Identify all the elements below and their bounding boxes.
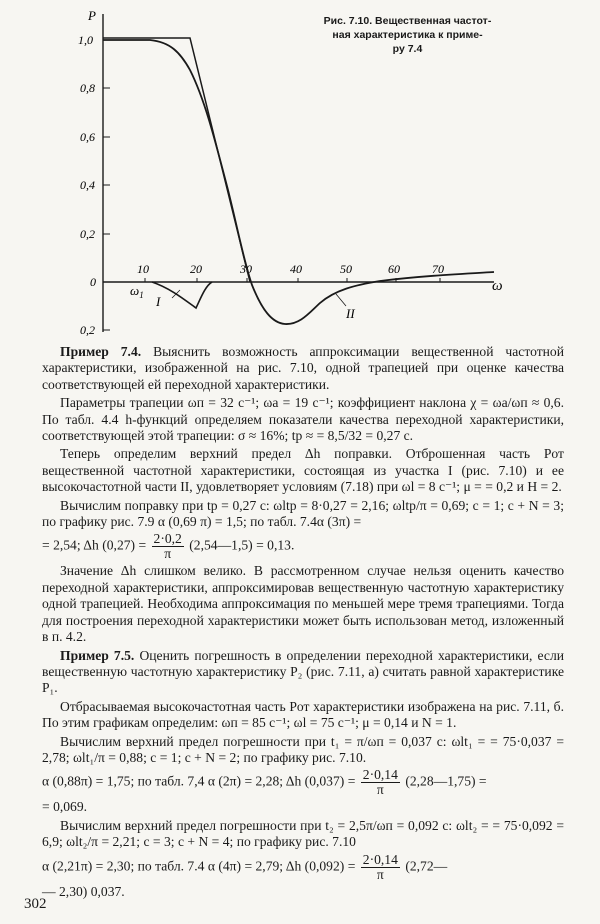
trapezoid-approximation [103,38,250,282]
paragraph: Отбрасываемая высокочастотная часть Pот характеристики изображена на рис. 7.11, б. По этим графикам определим: ωп = 85 с⁻¹; ωl = 75 с⁻¹; μ = 0,14 и N = 1. [42,698,564,731]
y-axis-label: P [88,8,96,23]
fraction: $\frac{2\cdot 0,14}{\pi}$ [362,767,398,798]
y-tick-label: 0,4 [80,178,95,192]
figure-caption [300,14,515,56]
x-tick-label: 50 [340,262,352,276]
body-text [42,344,564,902]
x-tick-label: 30 [240,262,252,276]
paragraph: Вычислим верхний предел погрешности при t₁ = π/ωп = 0,037 с: ωlt₁ = = 75·0,037 = 2,78; ωlt₁/π = 0,88; c = 1; c + N = 2; по графику рис. 7.10. [42,733,564,765]
caption-line: Рис. 7.10. Вещественная частот- [323,15,492,27]
y-tick-label: 0 [90,275,96,289]
equation-line: = 0,069. [42,799,88,815]
y-tick-label: 1,0 [78,33,93,47]
y-tick-label: 0,6 [80,130,95,144]
y-ticks [78,33,110,337]
caption-line: ру 7.4 [392,43,423,55]
x-tick-label: 70 [432,262,444,276]
x-tick-label: 60 [388,262,400,276]
equation-line: α (2,21π) = 2,30; по табл. 7.4 α (4π) = 2,79; Δh (0,092) = $\frac{2\cdot 0,14}{\pi}$ (2,72— [42,851,448,882]
x-tick-label: 10 [137,262,149,276]
fraction: $\frac{2\cdot 0,2}{\pi}$ [153,531,182,562]
paragraph: Вычислим поправку при tр = 0,27 с: ωltр = 8·0,27 = 2,16; ωltр/π = 0,69; c = 1; c + N = 3; по графику рис. 7.9 α (0,69 π) = 1,5; по табл. 7.4α (3π) = [42,497,564,530]
fraction: $\frac{2\cdot 0,14}{\pi}$ [362,851,398,882]
paragraph: Параметры трапеции ωп = 32 с⁻¹; ωа = 19 с⁻¹; коэффициент наклона χ = ωа/ωп ≈ 0,6. По табл. 4.4 h-функций определяем показатели качества переходной характеристики, соответствующей этой трапеции: σ ≈ 16%; tр ≈ = 8,5/32 = 0,27 с. [42,395,564,444]
curve-label-i: I [156,294,161,309]
paragraph: Теперь определим верхний предел Δh поправки. Отброшенная часть Pот вещественной частотной характеристики, состоящая из участка I (рис. 7.10) и ее высокочастотной части II, удовлетворяет условиям (7.18) при ωl = 8 с⁻¹; μ = = 0,2 и H = 2. [42,446,564,495]
example-label: Пример 7.4. [60,344,142,359]
example-label: Пример 7.5. [60,647,135,663]
omega-1-label: $\omega_1$ [130,283,144,300]
equation-line: — 2,30) 0,037. [42,883,125,899]
x-axis-label: ω [492,278,503,294]
y-tick-label: 0,2 [80,227,95,241]
paragraph: Пример 7.5. Оценить погрешность в определении переходной характеристики, если вещественную частотную характеристику P₂ (рис. 7.11, а) считать равной характеристике P₁. [42,647,564,696]
equation-line: = 2,54; Δh (0,27) = $\frac{2\cdot 0,2}{\pi}$ (2,54—1,5) = 0,13. [42,531,295,562]
paragraph: Пример 7.4. Выяснить возможность аппроксимации вещественной частотной характеристики, изображенной на рис. 7.10, одной трапецией при оценке качества соответствующей ей переходной характеристики. [42,344,564,392]
x-tick-label: 20 [190,262,202,276]
y-tick-label: 0,8 [80,81,95,95]
y-tick-label: 0,2 [80,323,95,337]
paragraph: Значение Δh слишком велико. В рассмотренном случае нельзя оценить качество переходной характеристики, аппроксимировав вещественную частотную характеристику одной трапецией. Необходима аппроксимация по меньшей мере тремя трапециями. Тогда для построения переходной характеристики может быть использован метод, изложенный в п. 4.2. [42,563,564,645]
x-tick-label: 40 [290,262,302,276]
curve-label-ii: II [346,306,355,321]
equation-line: α (0,88π) = 1,75; по табл. 7,4 α (2π) = 2,28; Δh (0,037) = $\frac{2\cdot 0,14}{\pi}$ (2,28—1,75) = [42,767,487,798]
paragraph: Вычислим верхний предел погрешности при t₂ = 2,5π/ωп = 0,092 с: ωlt₂ = = 75·0,092 = 6,9; ωlt₂/π = 2,21; c = 3; c + N = 4; по графику рис. 7.10 [42,817,564,850]
page-number: 302 [24,896,47,912]
region-i-curve [152,282,212,308]
caption-line: ная характеристика к приме- [332,29,483,41]
